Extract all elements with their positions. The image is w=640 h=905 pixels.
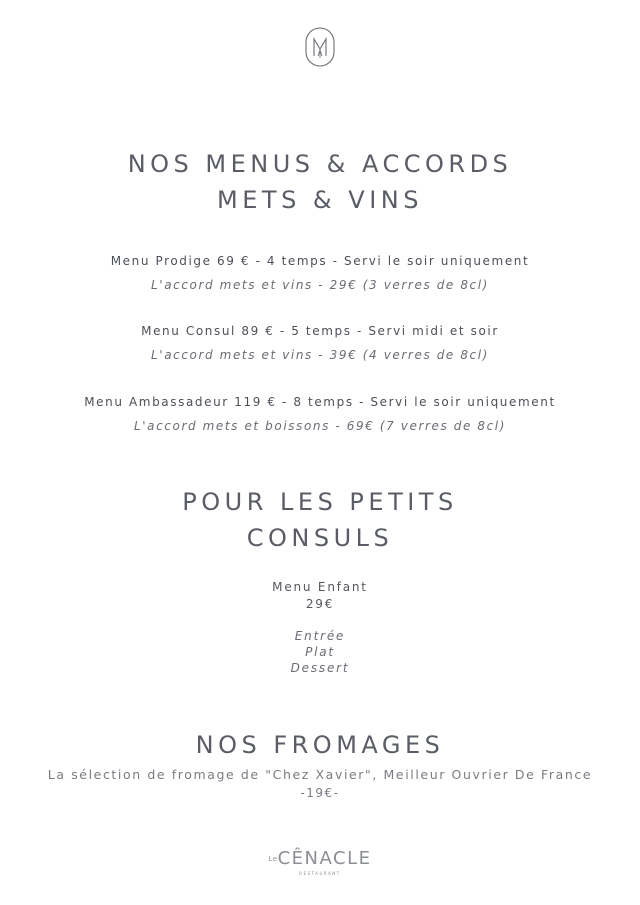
kids-section-title [0, 484, 640, 556]
cheese-title: NOS FROMAGES [195, 731, 445, 759]
kids-course-entree: Entrée [294, 629, 346, 643]
menu-consul-pairing: L'accord mets et vins - 39€ (4 verres de 8cl) [151, 348, 489, 362]
menu-prodige-pairing: L'accord mets et vins - 29€ (3 verres de 8cl) [151, 278, 489, 292]
cenacle-logo [262, 847, 378, 879]
menu-ambassadeur-line: Menu Ambassadeur 119 € - 8 temps - Servi le soir uniquement [84, 395, 556, 409]
kids-menu-price: 29€ [305, 597, 335, 611]
cheese-description: La sélection de fromage de "Chez Xavier", Meilleur Ouvrier De France [47, 767, 593, 782]
brand-prefix: Le [268, 855, 278, 863]
menus-title-line-2: METS & VINS [217, 186, 423, 214]
monogram-m-icon [305, 27, 335, 67]
kids-title-line-2: CONSULS [246, 524, 394, 552]
menu-consul-line: Menu Consul 89 € - 5 temps - Servi midi et soir [141, 324, 499, 338]
kids-course-plat: Plat [305, 645, 335, 659]
cheese-section-title [0, 727, 640, 763]
kids-course-dessert: Dessert [290, 661, 350, 675]
kids-menu-name: Menu Enfant [272, 580, 368, 594]
menus-section-title [0, 146, 640, 218]
brand-name: CÊNACLE [277, 848, 372, 869]
brand-subtitle: RESTAURANT [299, 871, 341, 876]
menus-title-line-1: NOS MENUS & ACCORDS [127, 150, 513, 178]
brand-wordmark [262, 847, 378, 871]
menu-prodige-line: Menu Prodige 69 € - 4 temps - Servi le soir uniquement [110, 254, 530, 268]
menu-ambassadeur-pairing: L'accord mets et boissons - 69€ (7 verres de 8cl) [133, 419, 507, 433]
cheese-price: -19€- [300, 786, 340, 800]
kids-title-line-1: POUR LES PETITS [182, 488, 458, 516]
